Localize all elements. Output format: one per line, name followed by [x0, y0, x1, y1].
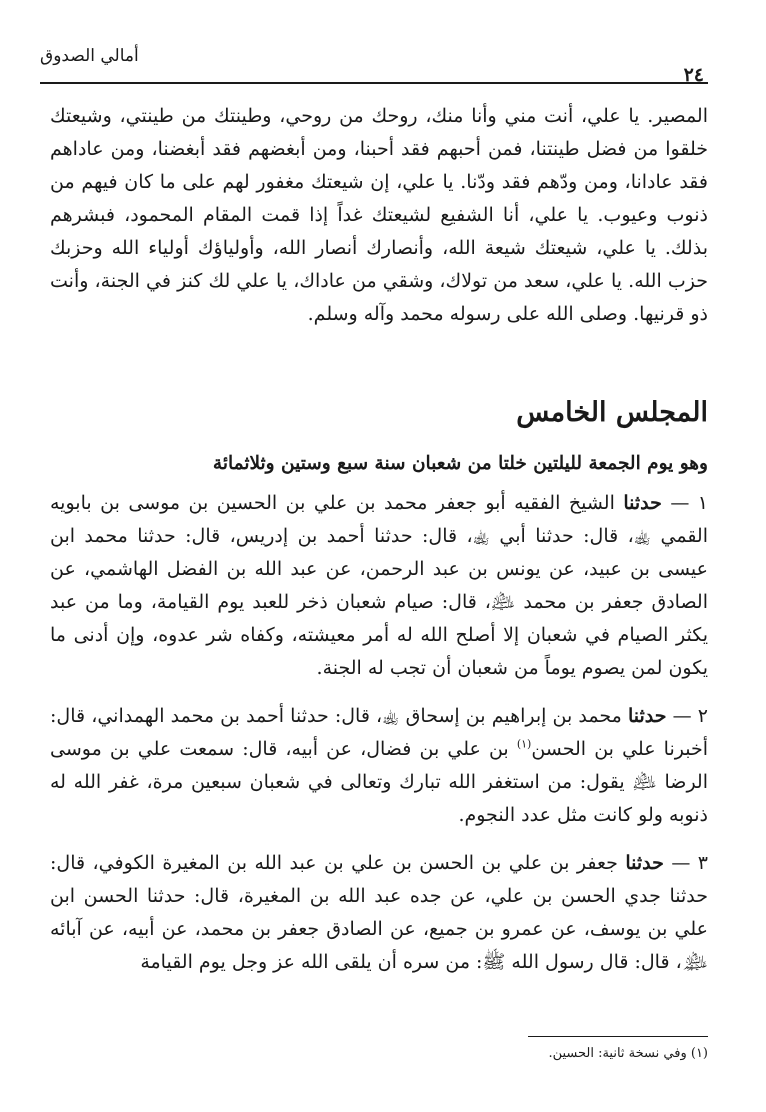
- footnote-rule: [528, 1036, 708, 1037]
- majlis-subtitle: وهو يوم الجمعة لليلتين خلتا من شعبان سنة سبع وستين وثلاثمائة: [212, 453, 708, 474]
- header-rule: [40, 82, 708, 84]
- hadith-number: ١ —: [670, 492, 709, 514]
- hadith-text-continued: بن علي بن فضال، عن أبيه، قال: سمعت علي بن موسى الرضا ﵇ يقول: من استغفر الله تبارك وتعالى في شعبان سبعين مرة، غفر الله له ذنوبه ولو كانت مثل عدد النجوم.: [50, 738, 708, 826]
- footnote-marker[interactable]: (١): [516, 737, 532, 751]
- hadith-opening: حدثنا: [625, 852, 664, 874]
- hadith-text: جعفر بن علي بن الحسن بن علي بن عبد الله بن المغيرة الكوفي، قال: حدثنا جدي الحسن بن علي، عن جده عبد الله بن المغيرة، قال: حدثنا الحسن ابن علي بن يوسف، عن عمرو بن جميع، عن الصادق جعفر بن محمد، عن أبيه، عن آبائه ﵈، قال: قال رسول الله ﷺ: من سره أن يلقى الله عز وجل يوم القيامة: [50, 852, 708, 973]
- page-number: ٢٤: [683, 64, 704, 86]
- hadith-text: محمد بن إبراهيم بن إسحاق ﵀، قال: حدثنا أحمد بن محمد الهمداني، قال: أخبرنا علي بن الحسن: [50, 705, 708, 760]
- majlis-title: المجلس الخامس: [516, 397, 708, 428]
- hadith-number: ٢ —: [672, 705, 709, 727]
- hadith-3: [50, 847, 708, 979]
- hadith-1: [50, 487, 708, 685]
- running-title: أمالي الصدوق: [40, 46, 139, 66]
- hadith-text: الشيخ الفقيه أبو جعفر محمد بن علي بن الحسين بن موسى بن بابويه القمي ﵀، قال: حدثنا أبي ﵀، قال: حدثنا أحمد بن إدريس، قال: حدثنا محمد ابن عيسى بن عبيد، عن يونس بن عبد الرحمن، عن عبد الله بن الفضل الهاشمي، عن الصادق جعفر بن محمد ﵇، قال: صيام شعبان ذخر للعبد يوم القيامة، وما من عبد يكثر الصيام في شعبان إلا أصلح الله له أمر معيشته، وكفاه شر عدوه، وإن أدنى ما يكون لمن يصوم يوماً من شعبان أن تجب له الجنة.: [50, 492, 708, 679]
- hadith-number: ٣ —: [671, 852, 709, 874]
- footnote: (١) وفي نسخة ثانية: الحسين.: [548, 1046, 708, 1061]
- page-body: [50, 100, 708, 979]
- hadith-2: [50, 700, 708, 832]
- intro-paragraph: المصير. يا علي، أنت مني وأنا منك، روحك من روحي، وطينتك من طينتي، وشيعتك خلقوا من فضل طينتنا، فمن أحبهم فقد أحبنا، ومن أبغضهم فقد أبغضنا، ومن عاداهم فقد عادانا، ومن ودّهم فقد ودّنا. يا علي، إن شيعتك مغفور لهم على ما كان فيهم من ذنوب وعيوب. يا علي، أنا الشفيع لشيعتك غداً إذا قمت المقام المحمود، فبشرهم بذلك. يا علي، شيعتك شيعة الله، وأنصارك أنصار الله، وأولياؤك أولياء الله وحزبك حزب الله. يا علي، سعد من تولاك، وشقي من عاداك، يا علي لك كنز في الجنة، وأنت ذو قرنيها. وصلى الله على رسوله محمد وآله وسلم.: [50, 105, 708, 325]
- hadith-opening: حدثنا: [623, 492, 662, 514]
- hadith-opening: حدثنا: [627, 705, 667, 727]
